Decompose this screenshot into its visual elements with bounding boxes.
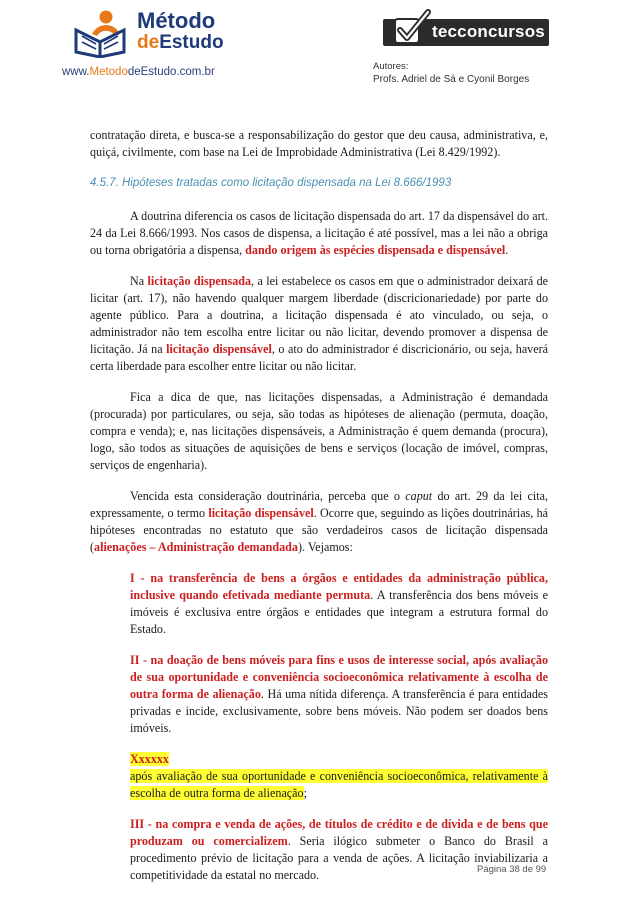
logo-sub-estudo: Estudo (159, 32, 224, 53)
p4-text-b: do art. 29 da lei cita, expressamente, o termo (90, 489, 549, 520)
paragraph-3: Fica a dica de que, nas licitações dispensadas, a Administração é demandada (procurada) por particulares, ou seja, são todas as hipóteses de alienação (permuta, doação, compra e venda); e, nas licitações dispensáveis, a Administração é quem demanda (procura), logo, são todos as situações de aquisições de bens e serviços (locação de imóvel, compras, serviços de engenharia). (90, 390, 548, 472)
p2-text-a: Na (130, 274, 148, 288)
authors-label: Autores: (373, 61, 409, 72)
item-iii-text: . Seria ilógico submeter o Banco do Brasil a procedimento prévio de licitação para a venda de ações. A licitação inviabilizaria a competitividade da estatal no mercado. (130, 834, 548, 882)
item-i-text: . A transferência dos bens móveis e imóveis é exclusiva entre órgãos e entidades que integram a estrutura formal do Estado. (130, 588, 548, 636)
site-url[interactable] (62, 66, 215, 78)
logo-subtitle (137, 32, 224, 54)
section-heading: 4.5.7. Hipóteses tratadas como licitação dispensada na Lei 8.666/1993 (90, 177, 452, 189)
p2-text-b: , a lei estabelece os casos em que o administrador deixará de licitar (art. 17), não havendo qualquer margem liberdade (discricionariedade) por parte do agente público. Para a doutrina, a licitação dispensada é ato vinculado, ou seja, o administrador não tem escolha entre licitar ou não licitar, devendo promover a dispensa de licitação. Já na (90, 274, 549, 356)
p2-red-2: licitação dispensável (166, 342, 272, 356)
site-url-hl: Metodo (89, 66, 128, 78)
p4-text-a: Vencida esta consideração doutrinária, perceba que o (130, 489, 406, 503)
logo-sub-de: de (137, 32, 160, 53)
list-item-i (130, 570, 548, 638)
p4-red-2: alienações – Administração demandada (94, 540, 298, 554)
document-body (90, 127, 548, 898)
paragraph-4 (90, 488, 548, 556)
item-ii-text: . Há uma nítida diferença. A transferência é para entidades privadas e incide, exclusivamente, sobre bens móveis. Não podem ser doados bens imóveis. (130, 687, 549, 735)
p2-red-1: licitação dispensada (147, 274, 252, 288)
p4-red-1: licitação dispensável (208, 506, 314, 520)
site-url-mid: de (127, 66, 141, 78)
paragraph-1 (90, 208, 548, 259)
p2-text-c: , o ato do administrador é discricionário, ou seja, haverá certa liberdade para escolher entre licitar ou não licitar. (90, 342, 548, 373)
item-x-red: Xxxxxx (130, 752, 169, 766)
site-url-pre: www. (62, 66, 90, 78)
checkbox-check-icon (392, 8, 434, 48)
p1-red: dando origem às espécies dispensada e dispensável (245, 243, 506, 257)
page-number: Página 38 de 99 (477, 864, 547, 875)
list-item-xxxxxx (130, 751, 548, 802)
item-ii-red: II - na doação de bens móveis para fins e usos de interesse social, após avaliação de sua oportunidade e conveniência socioeconômica relativamente à escolha de outra forma de alienação (130, 653, 548, 701)
item-x-highlight: após avaliação de sua oportunidade e conveniência socioeconômica, relativamente à escolha de outra forma de alienação (130, 769, 548, 800)
item-iii-red: III - na compra e venda de ações, de títulos de crédito e de dívida e de bens que produzam ou comercializem (130, 817, 548, 848)
open-book-person-icon (70, 8, 130, 58)
page-header (0, 0, 638, 90)
item-i-red: I - na transferência de bens a órgãos e entidades da administração pública, inclusive quando efetivada mediante permuta (130, 571, 548, 602)
p1-text-b: . (505, 243, 509, 257)
paragraph-intro: contratação direta, e busca-se a responsabilização do gestor que deu causa, administrativa, e, quiçá, civilmente, com base na Lei de Improbidade Administrativa (Lei 8.429/1992). (90, 128, 548, 159)
p1-text-a: A doutrina diferencia os casos de licitação dispensada do art. 17 da dispensável do art. 24 da Lei 8.666/1993. Nos casos de dispensa, a licitação é até possível, mas a lei não a obriga ou torna obrigatória a dispensa, (90, 209, 548, 257)
logo-title: Método (137, 8, 216, 33)
p4-caput: caput (405, 489, 433, 503)
tec-brand-text: tecconcursos (432, 22, 545, 41)
p4-text-c: . Ocorre que, seguindo as lições doutrinárias, há hipóteses encontradas no estatuto que são verdadeiros casos de licitação dispensada ( (90, 506, 548, 554)
list-item-ii (130, 652, 548, 737)
item-x-end: ; (303, 786, 307, 800)
site-url-post: Estudo.com.br (140, 66, 215, 78)
p4-text-d: ). Vejamos: (297, 540, 353, 554)
authors-value: Profs. Adriel de Sá e Cyonil Borges (373, 74, 530, 85)
paragraph-2 (90, 273, 548, 375)
